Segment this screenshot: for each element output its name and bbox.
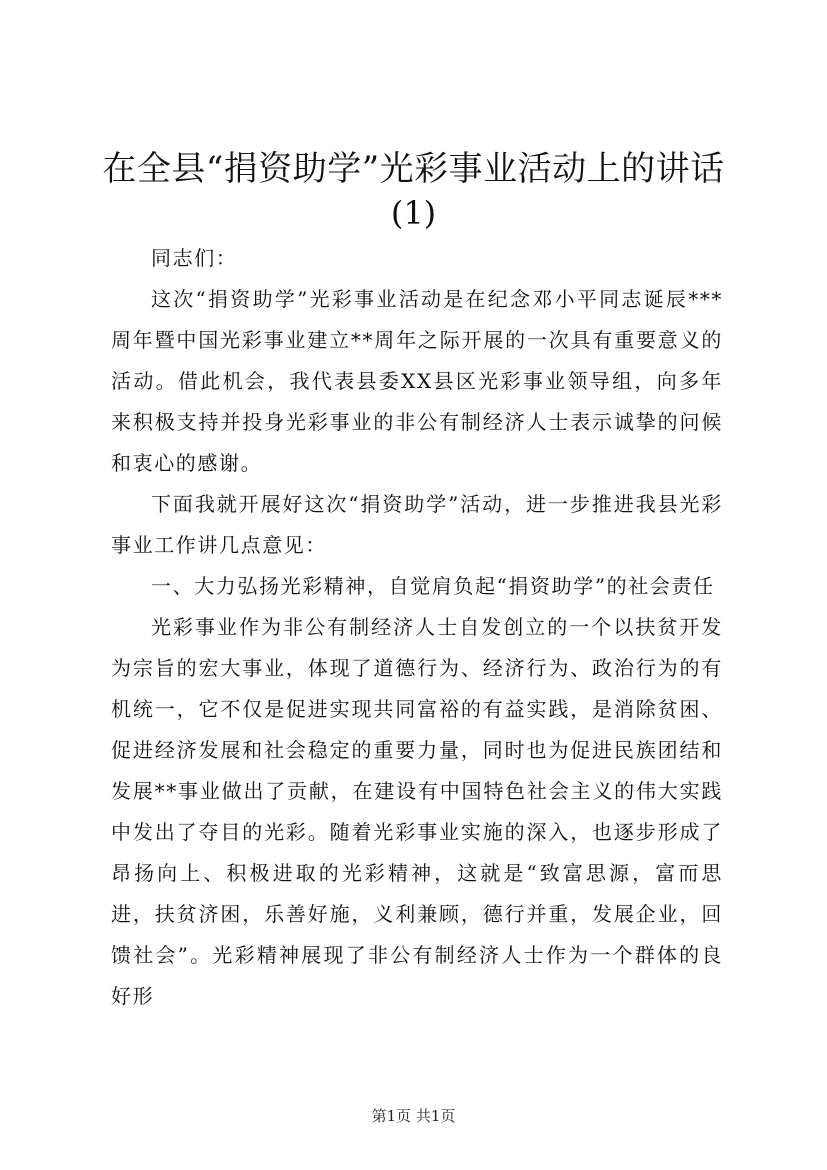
body-paragraph: 光彩事业作为非公有制经济人士自发创立的一个以扶贫开发为宗旨的宏大事业，体现了道德行为、经济行为、政治行为的有机统一，它不仅是促进实现共同富裕的有益实践，是消除贫困、促进经济发展和社会稳定的重要力量，同时也为促进民族团结和发展**事业做出了贡献，在建设有中国特色社会主义的伟大实践中发出了夺目的光彩。随着光彩事业实施的深入，也逐步形成了昂扬向上、积极进取的光彩精神，这就是“致富思源，富而思进，扶贫济困，乐善好施，义利兼顾，德行并重，发展企业，回馈社会”。光彩精神展现了非公有制经济人士作为一个群体的良好形 <box>111 615 723 1008</box>
body-paragraph: 下面我就开展好这次“捐资助学”活动，进一步推进我县光彩事业工作讲几点意见： <box>111 492 723 557</box>
page-footer: 第1页 共1页 <box>371 1107 456 1125</box>
section-heading: 一、大力弘扬光彩精神，自觉肩负起“捐资助学”的社会责任 <box>151 574 715 598</box>
document-title: 在全县“捐资助学”光彩事业活动上的讲话 <box>102 149 725 189</box>
salutation-paragraph: 同志们： <box>151 246 238 270</box>
document-title-suffix: (1) <box>390 194 437 232</box>
body-paragraph: 这次“捐资助学”光彩事业活动是在纪念邓小平同志诞辰***周年暨中国光彩事业建立**周年之际开展的一次具有重要意义的活动。借此机会，我代表县委XX县区光彩事业领导组，向多年来积极支持并投身光彩事业的非公有制经济人士表示诚挚的问候和衷心的感谢。 <box>111 287 723 475</box>
document-body <box>111 238 723 1017</box>
